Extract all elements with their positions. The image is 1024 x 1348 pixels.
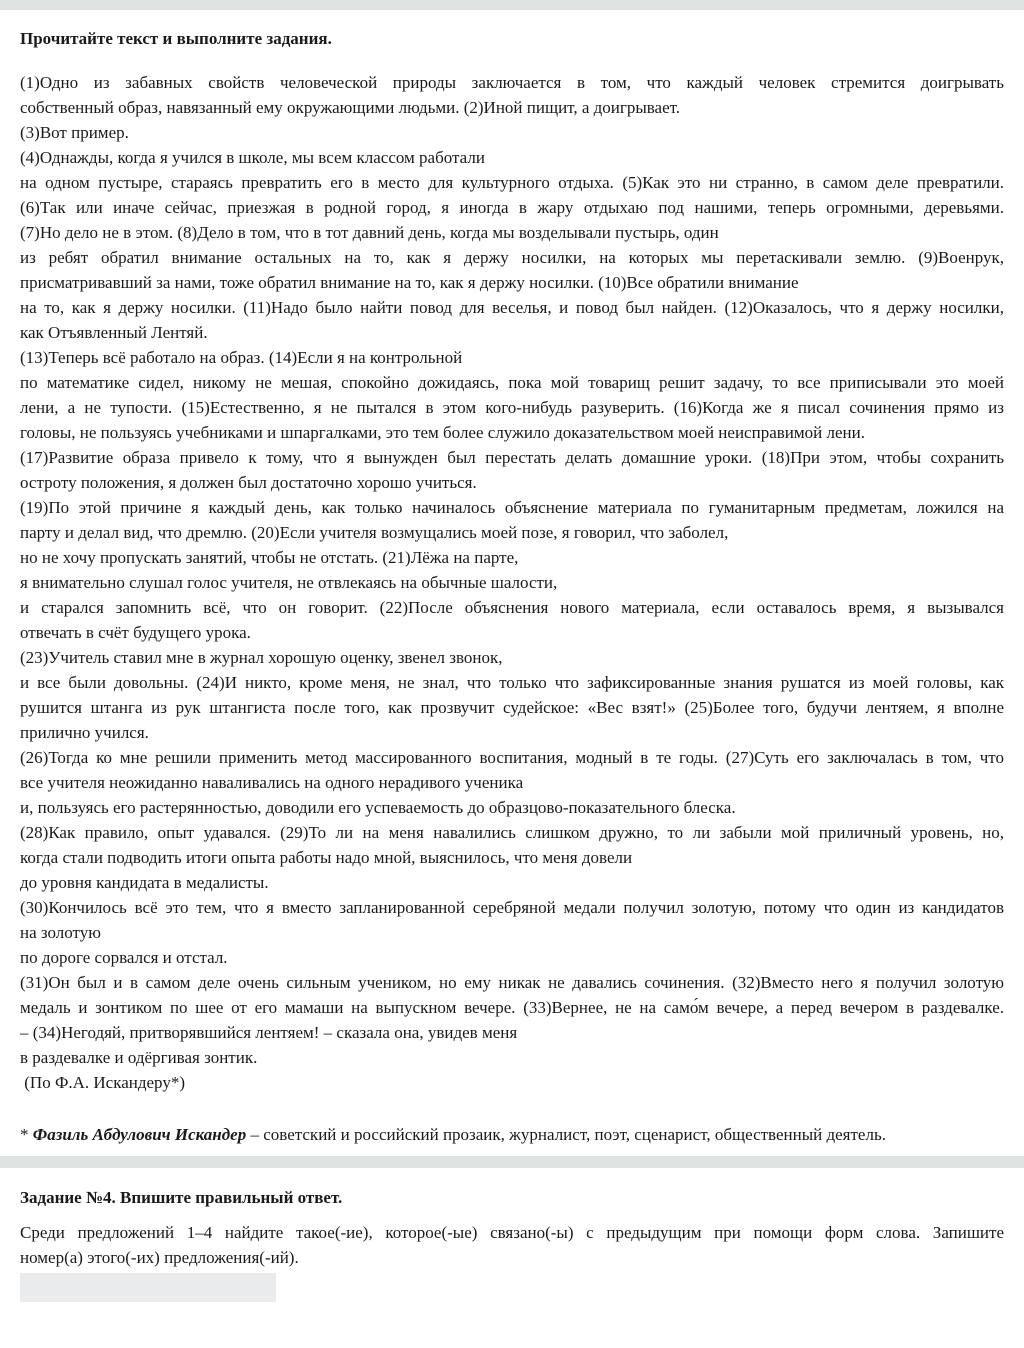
task-heading: Задание №4. Впишите правильный ответ. <box>20 1188 343 1207</box>
instruction-heading: Прочитайте текст и выполните задания. <box>20 29 332 48</box>
passage-line: (23)Учитель ставил мне в журнал хорошую оценку, звенел звонок, <box>20 648 503 667</box>
passage-line: и, пользуясь его растерянностью, доводили его успеваемость до образцово-показательного блеска. <box>20 798 736 817</box>
passage-line: и все были довольны. (24)И никто, кроме меня, не знал, что только что зафиксированные знания рушатся из моей головы, как <box>20 673 1004 692</box>
footnote-marker: * <box>20 1125 33 1144</box>
passage-line: как Отъявленный Лентяй. <box>20 323 208 342</box>
passage-line: я внимательно слушал голос учителя, не отвлекаясь на обычные шалости, <box>20 573 558 592</box>
footnote-author-name: Фазиль Абдулович Искандер <box>32 1125 247 1144</box>
passage-line: в раздевалке и одёргивая зонтик. <box>20 1048 258 1067</box>
passage-line: (3)Вот пример. <box>20 123 129 142</box>
passage-line: (1)Одно из забавных свойств человеческой природы заключается в том, что каждый человек стремится доигрывать <box>20 73 1004 92</box>
passage-line: на золотую <box>20 923 101 942</box>
passage-line: (6)Так или иначе сейчас, приезжая в родной город, я иногда в жару отдыхаю под нашими, теперь огромными, деревьями. <box>20 198 1004 217</box>
passage-line: присматривавший за нами, тоже обратил внимание на то, как я держу носилки. (10)Все обратили внимание <box>20 273 799 292</box>
passage-line: по математике сидел, никому не мешая, спокойно дожидаясь, пока мой товарищ решит задачу, то все приписывали это моей <box>20 373 1004 392</box>
passage-line: отвечать в счёт будущего урока. <box>20 623 251 642</box>
reading-section <box>0 26 1024 1147</box>
passage-line: рушится штанга из рук штангиста после того, как прозвучит судейское: «Вес взят!» (25)Более того, будучи лентяем, я вполне <box>20 698 1004 717</box>
passage-line: медаль и зонтиком по шее от его мамаши на выпускном вечере. (33)Вернее, не на само́м вечере, а перед вечером в раздевалке. <box>20 998 1004 1017</box>
section-divider <box>0 1156 1024 1168</box>
passage-line: (17)Развитие образа привело к тому, что я вынужден был перестать делать домашние уроки. (18)При этом, чтобы сохранить <box>20 448 1004 467</box>
passage-line: на то, как я держу носилки. (11)Надо было найти повод для веселья, и повод был найден. (12)Оказалось, что я держу носилки, <box>20 298 1004 317</box>
passage-line: собственный образ, навязанный ему окружающими людьми. (2)Иной пищит, а доигрывает. <box>20 98 681 117</box>
passage-line: и старался запомнить всё, что он говорит. (22)После объяснения нового материала, если оставалось время, я вызывался <box>20 598 1004 617</box>
passage-line: (13)Теперь всё работало на образ. (14)Если я на контрольной <box>20 348 463 367</box>
footnote-text: – советский и российский прозаик, журналист, поэт, сценарист, общественный деятель. <box>246 1125 886 1144</box>
task-section <box>0 1185 1024 1302</box>
passage-line: (7)Но дело не в этом. (8)Дело в том, что в тот давний день, когда мы возделывали пустырь, один <box>20 223 719 242</box>
answer-input[interactable] <box>20 1273 276 1302</box>
passage-line: головы, не пользуясь учебниками и шпаргалками, это тем более служило доказательством моей неисправимой лени. <box>20 423 865 442</box>
passage-line: все учителя неожиданно наваливались на одного нерадивого ученика <box>20 773 524 792</box>
passage-line: (4)Однажды, когда я учился в школе, мы всем классом работали <box>20 148 485 167</box>
passage-line: (По Ф.А. Искандеру*) <box>20 1073 185 1092</box>
passage-line: по дороге сорвался и отстал. <box>20 948 228 967</box>
passage-line: – (34)Негодяй, притворявшийся лентяем! – сказала она, увидев меня <box>20 1023 518 1042</box>
task-instruction-line: номер(а) этого(-их) предложения(-ий). <box>20 1248 299 1267</box>
passage-line: (31)Он был и в самом деле очень сильным учеником, но ему никак не давались сочинения. (32)Вместо него я получил золотую <box>20 973 1004 992</box>
reading-passage <box>20 70 1004 1095</box>
passage-line: когда стали подводить итоги опыта работы надо мной, выяснилось, что меня довели <box>20 848 633 867</box>
passage-line: (30)Кончилось всё это тем, что я вместо запланированной серебряной медали получил золотую, потому что один из кандидатов <box>20 898 1004 917</box>
passage-line: из ребят обратил внимание остальных на то, как я держу носилки, на которых мы перетаскивали землю. (9)Военрук, <box>20 248 1004 267</box>
passage-line: (26)Тогда ко мне решили применить метод массированного воспитания, модный в те годы. (27)Суть его заключалась в том, что <box>20 748 1004 767</box>
passage-line: но не хочу пропускать занятий, чтобы не отстать. (21)Лёжа на парте, <box>20 548 519 567</box>
passage-line: лени, а не тупости. (15)Естественно, я не пытался в этом кого-нибудь разуверить. (16)Когда же я писал сочинения прямо из <box>20 398 1004 417</box>
author-footnote <box>20 1122 1004 1147</box>
passage-line: прилично учился. <box>20 723 149 742</box>
passage-line: (28)Как правило, опыт удавался. (29)То ли на меня навалились слишком дружно, то ли забыли мой приличный уровень, но, <box>20 823 1004 842</box>
passage-line: на одном пустыре, стараясь превратить его в место для культурного отдыха. (5)Как это ни странно, в самом деле превратили. <box>20 173 1004 192</box>
top-divider-bar <box>0 0 1024 10</box>
passage-line: (19)По этой причине я каждый день, как только начиналось объяснение материала по гуманитарным предметам, ложился на <box>20 498 1004 517</box>
passage-line: до уровня кандидата в медалисты. <box>20 873 269 892</box>
passage-line: остроту положения, я должен был достаточно хорошо учиться. <box>20 473 477 492</box>
task-instruction-line: Среди предложений 1–4 найдите такое(-ие), которое(-ые) связано(-ы) с предыдущим при помощи форм слова. Запишите <box>20 1223 1004 1242</box>
passage-line: парту и делал вид, что дремлю. (20)Если учителя возмущались моей позе, я говорил, что заболел, <box>20 523 729 542</box>
task-instruction <box>20 1220 1004 1270</box>
